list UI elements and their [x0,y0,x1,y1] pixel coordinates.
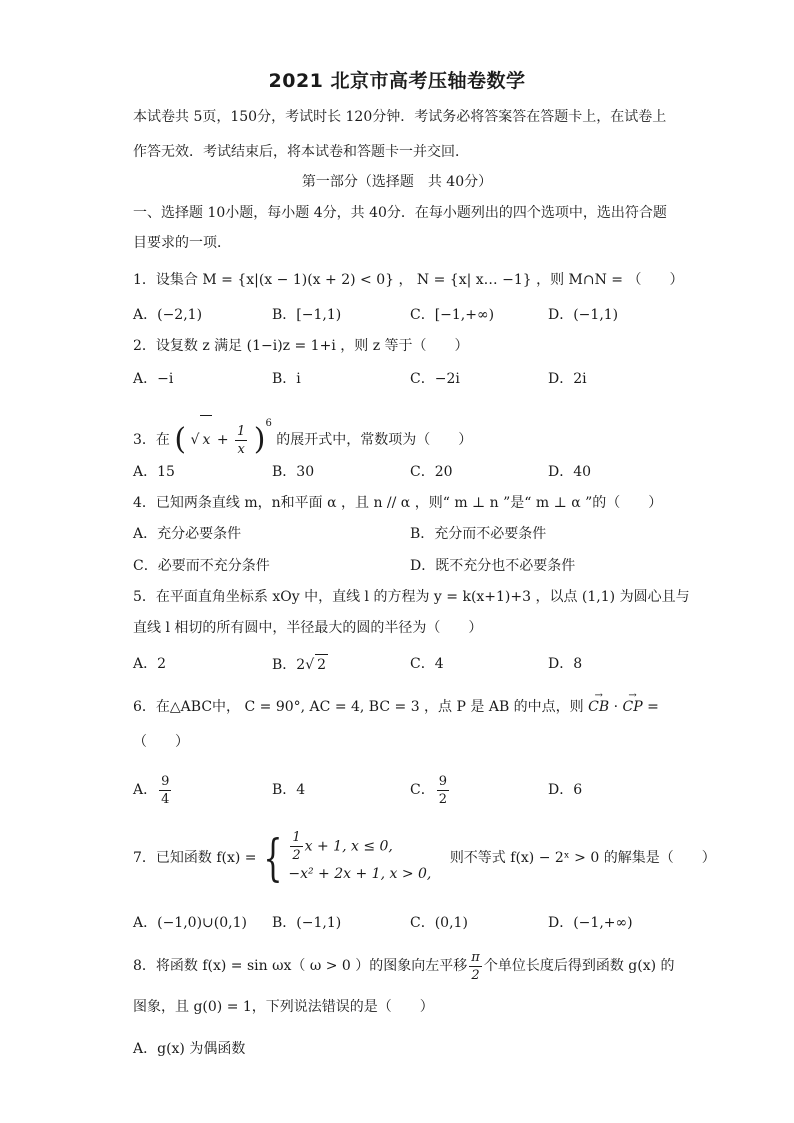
q6-option-c-denominator: 2 [438,791,447,807]
q3-option-d: D．40 [548,464,592,480]
q5-option-b [272,654,328,675]
part-heading: 第一部分（选择题 共 40分） [301,174,493,190]
q7-stem-pre: 7．已知函数 f(x) = [133,850,257,866]
q3-stem-post: 的展开式中，常数项为（ ） [276,432,473,448]
q5-option-b-coef: B．2 [272,657,306,673]
q2-stem: 2．设复数 z 满足 (1−i)z = 1+i ，则 z 等于（ ） [133,338,469,354]
q6-vector-cp: → CP [623,697,643,717]
q8-stem-post: 个单位长度后得到函数 g(x) 的 [483,958,675,974]
q5-option-b-radical: √ [305,657,315,673]
q8-option-a: A．g(x) 为偶函数 [133,1041,246,1057]
q8-fraction [469,951,482,982]
q5-option-c: C．4 [410,656,444,672]
q6-stem-1 [133,697,659,717]
q8-stem-1 [133,946,675,986]
q8-stem-pre: 8．将函数 f(x) = sin ωx（ ω > 0 ）的图象向左平移 [133,958,468,974]
q8-fraction-denominator: 2 [471,967,480,983]
q4-option-c: C．必要而不充分条件 [133,558,270,574]
q6-option-a [133,770,173,810]
q1-option-d: D．(−1,1) [548,307,619,323]
q4-stem: 4．已知两条直线 m，n和平面 α ，且 n // α ，则“ m ⊥ n ”是“ m ⊥ α ”的（ ） [133,495,663,511]
q6-option-b: B．4 [272,782,306,798]
q7-case-2: −x² + 2x + 1, x > 0, [288,865,432,882]
q7-stem-post: 则不等式 f(x) − 2ˣ > 0 的解集是（ ） [449,850,716,866]
q3-left-paren: ( [174,422,187,457]
q8-fraction-numerator: π [471,949,480,965]
q3-option-b: B．30 [272,464,315,480]
q4-option-d: D．既不充分也不必要条件 [410,558,576,574]
q1-option-a: A．(−2,1) [133,307,203,323]
q7-case-1-numerator: 1 [292,829,301,845]
q3-option-a: A．15 [133,464,175,480]
q6-option-c-label: C． [410,782,435,798]
q3-stem-pre: 3．在 [133,432,170,448]
q7-option-d: D．(−1,+∞) [548,915,633,931]
q7-case-1 [288,831,431,862]
q6-stem-text: 6．在△ABC中， C = 90°, AC = 4, BC = 3 ，点 P 是 AB 的中点，则 [133,699,584,715]
q6-option-c [410,770,451,810]
q7-option-b: B．(−1,1) [272,915,342,931]
q1-option-b: B．[−1,1) [272,307,342,323]
q7-stem [133,826,716,890]
q5-option-a: A．2 [133,656,167,672]
q5-option-d: D．8 [548,656,583,672]
q2-option-d: D．2i [548,371,587,387]
q3-fraction-numerator: 1 [237,423,246,439]
q6-equals: = [647,699,659,715]
section-instructions-2: 目要求的一项． [133,235,231,251]
q3-fraction [235,425,247,456]
q7-piecewise [288,831,431,886]
q1-stem: 1．设集合 M = {x|(x − 1)(x + 2) < 0} ， N = {x| x… −1} ，则 M∩N = （ ） [133,272,684,288]
q6-option-c-fraction [437,775,449,806]
q3-option-c: C．20 [410,464,453,480]
q6-option-a-denominator: 4 [161,791,170,807]
q3-fraction-denominator: x [237,441,245,457]
q5-option-b-radicand: 2 [315,654,328,675]
q3-right-paren: ) [253,422,266,457]
intro-line-2: 作答无效．考试结束后，将本试卷和答题卡一并交回． [133,144,469,160]
q6-stem-2: （ ） [133,734,189,750]
q3-radical: √ x [191,432,213,448]
q2-option-b: B．i [272,371,301,387]
q2-option-a: A．−i [133,371,174,387]
q4-option-a: A．充分必要条件 [133,526,242,542]
q3-exponent: 6 [265,418,272,429]
q7-brace: { [262,829,282,887]
q3-plus: + [216,432,229,448]
q2-option-c: C．−2i [410,371,460,387]
q7-case-1-rest: x + 1, x ≤ 0, [304,838,393,854]
q7-option-a: A．(−1,0)∪(0,1) [133,915,247,931]
q5-stem-2: 直线 l 相切的所有圆中，半径最大的圆的半径为（ ） [133,620,483,636]
q6-option-a-numerator: 9 [161,773,170,789]
q1-option-c: C．[−1,+∞) [410,307,495,323]
q6-option-a-fraction [159,775,171,806]
q6-option-d: D．6 [548,782,583,798]
page-title: 2021 北京市高考压轴卷数学 [268,70,526,92]
q6-option-a-label: A． [133,782,158,798]
q5-stem-1: 5．在平面直角坐标系 xOy 中，直线 l 的方程为 y = k(x+1)+3 ，以点 (1,1) 为圆心且与 [133,589,690,605]
q7-case-1-denominator: 2 [292,847,301,863]
q6-dot: · [613,699,619,715]
section-instructions-1: 一、选择题 10小题，每小题 4分，共 40分．在每小题列出的四个选项中，选出符合题 [133,205,667,221]
q7-option-c: C．(0,1) [410,915,468,931]
q6-vector-cb: → CB [588,697,609,717]
q3-radicand: x [200,415,212,464]
intro-line-1: 本试卷共 5页，150分，考试时长 120分钟．考试务必将答案答在答题卡上，在试卷上 [133,109,667,125]
q6-option-c-numerator: 9 [438,773,447,789]
q3-stem [133,400,472,464]
q8-stem-2: 图象，且 g(0) = 1，下列说法错误的是（ ） [133,999,434,1015]
q4-option-b: B．充分而不必要条件 [410,526,547,542]
q7-case-1-fraction [290,831,302,862]
